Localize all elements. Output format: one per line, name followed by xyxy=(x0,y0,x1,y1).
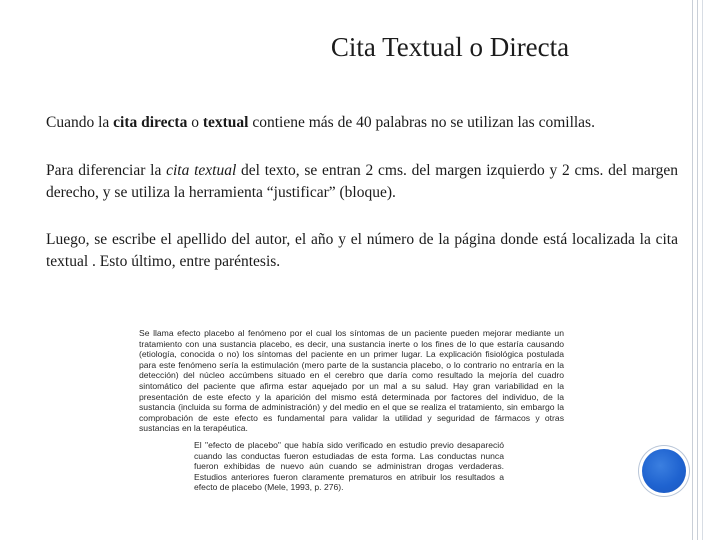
paragraph-2-text: del texto, se entran 2 cms. del margen izquierdo y 2 cms. del margen derecho, y se utiliza la herramienta “justificar” (bloque). xyxy=(46,162,679,201)
quote-citation-text: El "efecto de placebo" que había sido verificado en estudio previo desapareció cuando las conductas fueron estudiadas de esta forma. Las conductas nunca fueron exhibidas de nuevo aún cuando se administran drogas verdaderas. Estudios anteriores fueron claramente prematuros en atribuir los resultados a efecto de placebo (Mele, 1993, p. 276). xyxy=(194,439,504,493)
decorative-circle xyxy=(642,449,686,493)
paragraph-1-text: contiene más de 40 palabras no se utilizan las comillas. xyxy=(248,114,595,131)
paragraph-2-text: Para diferenciar la xyxy=(46,162,167,179)
paragraph-2 xyxy=(46,160,678,204)
quote-example-image xyxy=(136,328,568,498)
bold-term-textual: textual xyxy=(202,114,249,131)
paragraph-1 xyxy=(46,112,678,134)
frame-line xyxy=(697,0,698,540)
paragraph-1-text: o xyxy=(187,114,203,131)
quote-block-text: Se llama efecto placebo al fenómeno por el cual los síntomas de un paciente pueden mejorar mediante un tratamiento con una sustancia placebo, es decir, una sustancia inerte o los fines de lo que estaría causando (etiología, conocida o no) los síntomas del paciente en un primer lugar. La explicación fisiológica postulada para este fenómeno sería la estimulación (mero parte de la sustancia placebo, o lo contrario no entraría en la detección) del núcleo accúmbens situado en el cerebro que daría como resultado la mejoría del cuadro sintomático del paciente que afirma estar aquejado por un mal a su salud. Hay gran variabilidad en la presentación de este efecto y la aparición del mismo está determinada por factores del individuo, de la sustancia (incluida su forma de administración) y del medio en el que se realiza el tratamiento, sin embargo la comprobación de este efecto es fundamental para validar la utilidad y seguridad de fármacos y otras sustancias en la terapéutica. xyxy=(139,328,564,434)
paragraph-1-text: Cuando la xyxy=(46,114,114,131)
bold-term-cita-directa: cita directa xyxy=(113,114,188,131)
slide-title: Cita Textual o Directa xyxy=(330,32,570,62)
frame-line xyxy=(702,0,703,540)
italic-term-cita-textual: cita textual xyxy=(166,162,237,179)
paragraph-3: Luego, se escribe el apellido del autor, el año y el número de la página donde está localizada la cita textual . Esto último, entre paréntesis. xyxy=(46,231,678,270)
frame-line xyxy=(692,0,693,540)
